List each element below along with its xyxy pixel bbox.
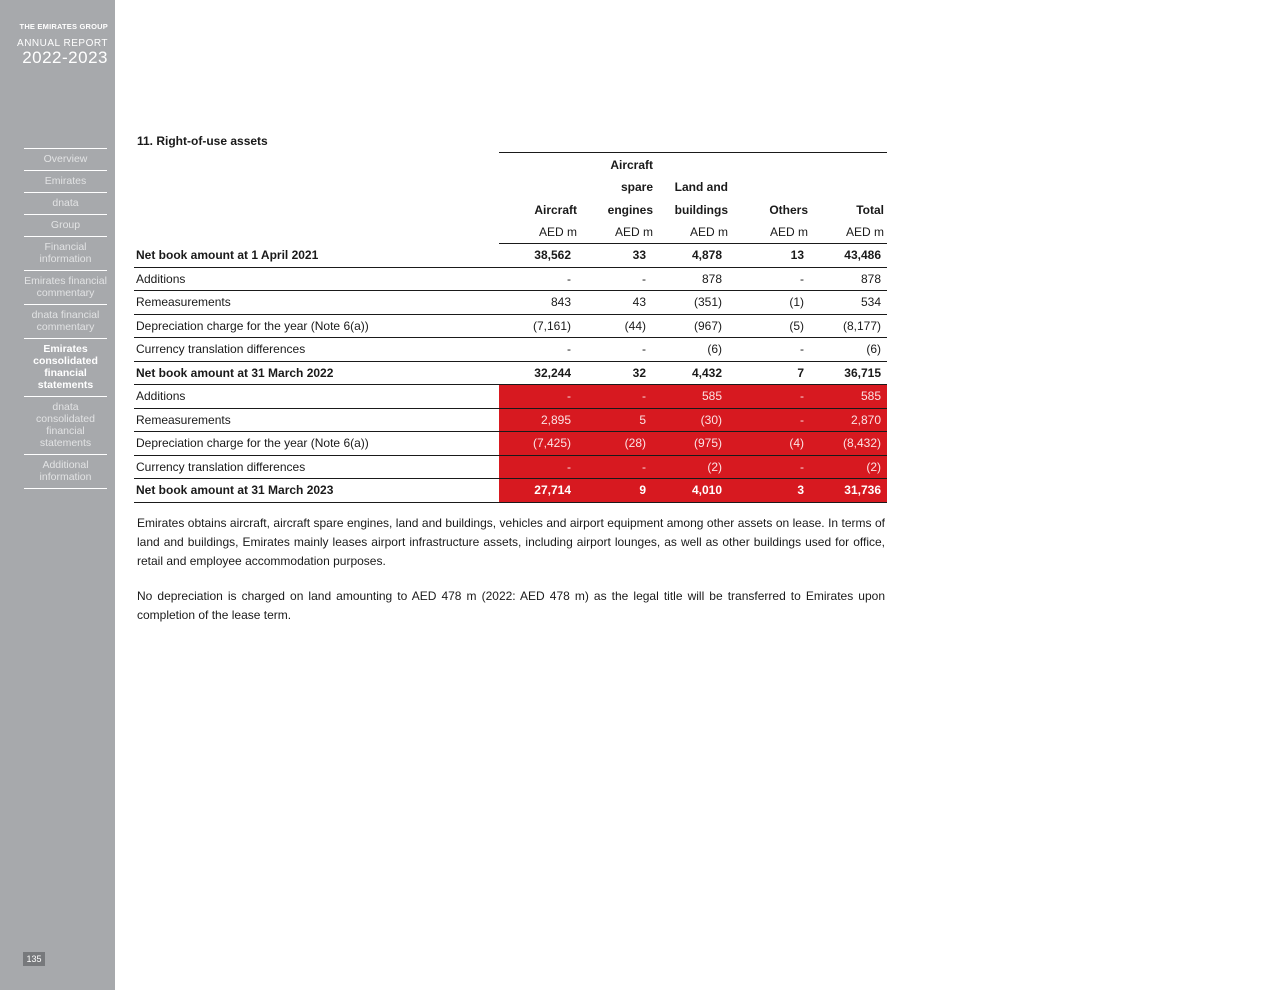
land-depreciation-paragraph: No depreciation is charged on land amounting to AED 478 m (2022: AED 478 m) as the legal title will be transferred to Emirates upon completion of the lease term. — [137, 589, 885, 622]
unit-label: AED m — [580, 221, 656, 244]
lease-description-paragraph: Emirates obtains aircraft, aircraft spare engines, land and buildings, vehicles and airport equipment among other assets on lease. In terms of land and buildings, Emirates mainly leases airport infrastructure assets, including airport lounges, as well as other buildings used for office, retail and employee accommodation purposes. — [137, 516, 885, 568]
cell-value: 27,714 — [499, 479, 580, 503]
brand-report-year: 2022-2023 — [22, 48, 108, 67]
cell-value: 9 — [580, 479, 656, 503]
row-label: Currency translation differences — [134, 455, 499, 479]
cell-value: - — [499, 267, 580, 291]
cell-value: 843 — [499, 291, 580, 315]
cell-value: 534 — [811, 291, 887, 315]
cell-value: (7,425) — [499, 432, 580, 456]
unit-label: AED m — [811, 221, 887, 244]
right-of-use-assets-table — [134, 152, 887, 503]
table-header-row-1 — [134, 153, 887, 176]
table-row — [134, 455, 887, 479]
cell-value: 878 — [811, 267, 887, 291]
table-row — [134, 479, 887, 503]
row-label: Depreciation charge for the year (Note 6(a)) — [134, 432, 499, 456]
header-others-line1 — [731, 153, 811, 176]
cell-value: 7 — [731, 361, 811, 385]
cell-value: - — [731, 408, 811, 432]
cell-value: (28) — [580, 432, 656, 456]
row-label: Remeasurements — [134, 291, 499, 315]
cell-value: 2,895 — [499, 408, 580, 432]
nav-item-dnata-financial-commentary[interactable]: dnata financial commentary — [24, 304, 107, 338]
table-row — [134, 408, 887, 432]
cell-value: (8,177) — [811, 314, 887, 338]
cell-value: 585 — [811, 385, 887, 409]
header-land-buildings-line2: Land and — [674, 180, 728, 194]
cell-value: (351) — [656, 291, 731, 315]
cell-value: (6) — [811, 338, 887, 362]
unit-label: AED m — [499, 221, 580, 244]
cell-value: - — [580, 455, 656, 479]
nav-item-emirates[interactable]: Emirates — [24, 170, 107, 192]
nav-item-additional-information[interactable]: Additional information — [24, 454, 107, 488]
cell-value: (975) — [656, 432, 731, 456]
section-title: 11. Right-of-use assets — [137, 134, 268, 148]
table-body — [134, 244, 887, 503]
cell-value: (6) — [656, 338, 731, 362]
table-row — [134, 385, 887, 409]
cell-value: (8,432) — [811, 432, 887, 456]
sidebar — [0, 0, 115, 990]
table-header-row-2 — [134, 176, 887, 199]
nav-item-group[interactable]: Group — [24, 214, 107, 236]
nav-item-dnata-consolidated-financial-statements[interactable]: dnata consolidated financial statements — [24, 396, 107, 454]
header-spare-engines: engines — [607, 202, 653, 217]
cell-value: (4) — [731, 432, 811, 456]
cell-value: - — [499, 338, 580, 362]
row-label: Net book amount at 31 March 2022 — [134, 361, 499, 385]
cell-value: - — [499, 455, 580, 479]
brand-group-name: THE EMIRATES GROUP — [19, 22, 108, 31]
cell-value: (30) — [656, 408, 731, 432]
table-header-row-3 — [134, 198, 887, 221]
nav-item-emirates-consolidated-financial-statements[interactable]: Emirates consolidated financial statements — [24, 338, 107, 396]
cell-value: 33 — [580, 244, 656, 268]
row-label: Remeasurements — [134, 408, 499, 432]
cell-value: 43 — [580, 291, 656, 315]
cell-value: 13 — [731, 244, 811, 268]
table-row — [134, 361, 887, 385]
header-spare-engines-line2: spare — [620, 180, 653, 194]
cell-value: 38,562 — [499, 244, 580, 268]
unit-label: AED m — [656, 221, 731, 244]
header-total: Total — [856, 202, 884, 217]
cell-value: (7,161) — [499, 314, 580, 338]
header-spare-engines-line1: Aircraft — [580, 153, 656, 176]
cell-value: 3 — [731, 479, 811, 503]
cell-value: - — [731, 455, 811, 479]
row-label: Additions — [134, 267, 499, 291]
nav-item-overview[interactable]: Overview — [24, 148, 107, 170]
table-units-row — [134, 221, 887, 244]
cell-value: (44) — [580, 314, 656, 338]
table-row — [134, 314, 887, 338]
cell-value: 4,010 — [656, 479, 731, 503]
cell-value: - — [580, 338, 656, 362]
header-others: Others — [769, 202, 808, 217]
header-total-line1 — [811, 153, 887, 176]
cell-value: 43,486 — [811, 244, 887, 268]
row-label: Additions — [134, 385, 499, 409]
cell-value: - — [580, 267, 656, 291]
row-label: Net book amount at 1 April 2021 — [134, 244, 499, 268]
cell-value: - — [731, 338, 811, 362]
cell-value: 31,736 — [811, 479, 887, 503]
cell-value: - — [580, 385, 656, 409]
table-row — [134, 338, 887, 362]
table-row — [134, 244, 887, 268]
nav-divider — [24, 488, 107, 489]
row-label: Depreciation charge for the year (Note 6(a)) — [134, 314, 499, 338]
cell-value: 32,244 — [499, 361, 580, 385]
nav-item-financial-information[interactable]: Financial information — [24, 236, 107, 270]
cell-value: 2,870 — [811, 408, 887, 432]
cell-value: (2) — [656, 455, 731, 479]
header-aircraft-line2 — [499, 176, 580, 199]
cell-value: (5) — [731, 314, 811, 338]
table-row — [134, 432, 887, 456]
nav-item-dnata[interactable]: dnata — [24, 192, 107, 214]
page-number: 135 — [23, 952, 45, 966]
row-label: Net book amount at 31 March 2023 — [134, 479, 499, 503]
cell-value: 878 — [656, 267, 731, 291]
cell-value: 32 — [580, 361, 656, 385]
cell-value: 585 — [656, 385, 731, 409]
cell-value: - — [499, 385, 580, 409]
cell-value: 36,715 — [811, 361, 887, 385]
cell-value: (967) — [656, 314, 731, 338]
header-total-line2 — [811, 176, 887, 199]
cell-value: 4,878 — [656, 244, 731, 268]
cell-value: 5 — [580, 408, 656, 432]
sidebar-nav — [24, 148, 107, 489]
cell-value: (1) — [731, 291, 811, 315]
header-land-buildings-line1 — [656, 153, 731, 176]
table-row — [134, 291, 887, 315]
cell-value: 4,432 — [656, 361, 731, 385]
brand-report-label: ANNUAL REPORT — [17, 38, 108, 49]
header-aircraft: Aircraft — [534, 202, 577, 217]
row-label: Currency translation differences — [134, 338, 499, 362]
cell-value: - — [731, 385, 811, 409]
unit-label: AED m — [731, 221, 811, 244]
header-aircraft-line1 — [499, 153, 580, 176]
header-land-buildings: buildings — [674, 202, 728, 217]
cell-value: (2) — [811, 455, 887, 479]
header-others-line2 — [731, 176, 811, 199]
nav-item-emirates-financial-commentary[interactable]: Emirates financial commentary — [24, 270, 107, 304]
cell-value: - — [731, 267, 811, 291]
table-row — [134, 267, 887, 291]
